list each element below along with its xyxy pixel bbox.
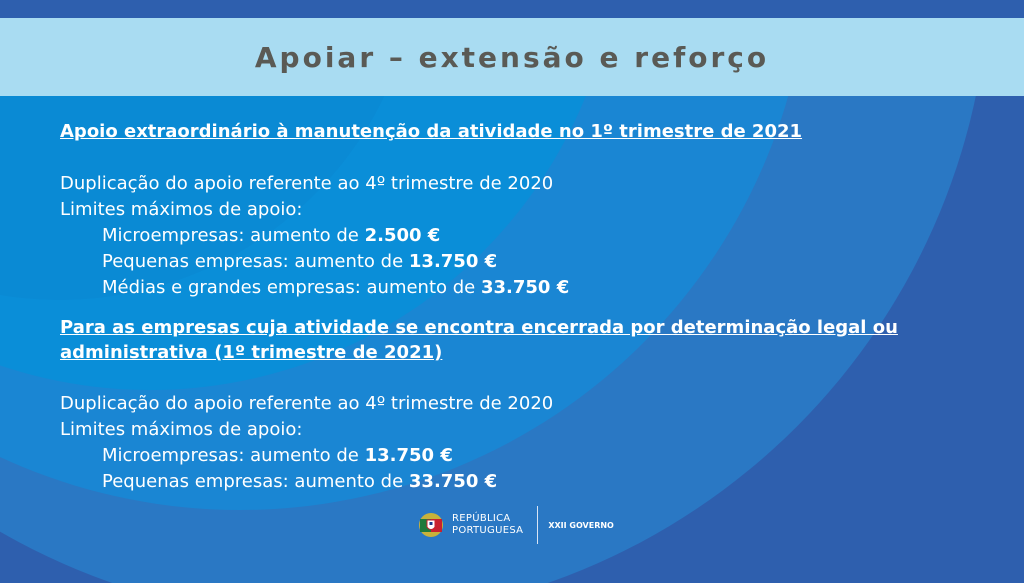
top-bar — [0, 0, 1024, 18]
republica-text: REPÚBLICA — [452, 513, 511, 524]
item-value: 13.750 € — [408, 251, 498, 272]
section2-heading-line1: Para as empresas cuja atividade se encontra encerrada por determinação legal ou — [60, 317, 898, 338]
item-value: 33.750 € — [408, 471, 498, 492]
section1-item-small — [60, 249, 960, 275]
item-value: 13.750 € — [364, 445, 453, 466]
slide-content — [60, 119, 960, 495]
government-logo — [418, 506, 614, 544]
section1-line2: Limites máximos de apoio: — [60, 199, 303, 220]
section1-line1: Duplicação do apoio referente ao 4º trimestre de 2020 — [60, 173, 554, 194]
slide-title: Apoiar – extensão e reforço — [254, 41, 770, 74]
item-label: Médias e grandes empresas: aumento de — [102, 277, 481, 298]
section2-heading-line2: administrativa (1º trimestre de 2021) — [60, 342, 443, 363]
item-value: 33.750 € — [480, 277, 570, 298]
republic-emblem-icon — [418, 510, 444, 540]
government-label: XXII GOVERNO — [548, 520, 614, 530]
section2-item-small — [60, 469, 960, 495]
item-label: Pequenas empresas: aumento de — [102, 471, 409, 492]
logo-divider — [537, 506, 538, 544]
republic-wordmark — [452, 513, 523, 537]
section1-item-medium-large — [60, 275, 960, 301]
section2-line2: Limites máximos de apoio: — [60, 419, 303, 440]
item-value: 2.500 € — [364, 225, 441, 246]
item-label: Microempresas: aumento de — [102, 445, 365, 466]
portuguesa-text: PORTUGUESA — [452, 525, 524, 536]
item-label: Pequenas empresas: aumento de — [102, 251, 409, 272]
section2-item-micro — [60, 443, 960, 469]
item-label: Microempresas: aumento de — [102, 225, 365, 246]
section1-item-micro — [60, 223, 960, 249]
section1-heading: Apoio extraordinário à manutenção da atividade no 1º trimestre de 2021 — [60, 121, 803, 142]
section2-line1: Duplicação do apoio referente ao 4º trimestre de 2020 — [60, 393, 554, 414]
